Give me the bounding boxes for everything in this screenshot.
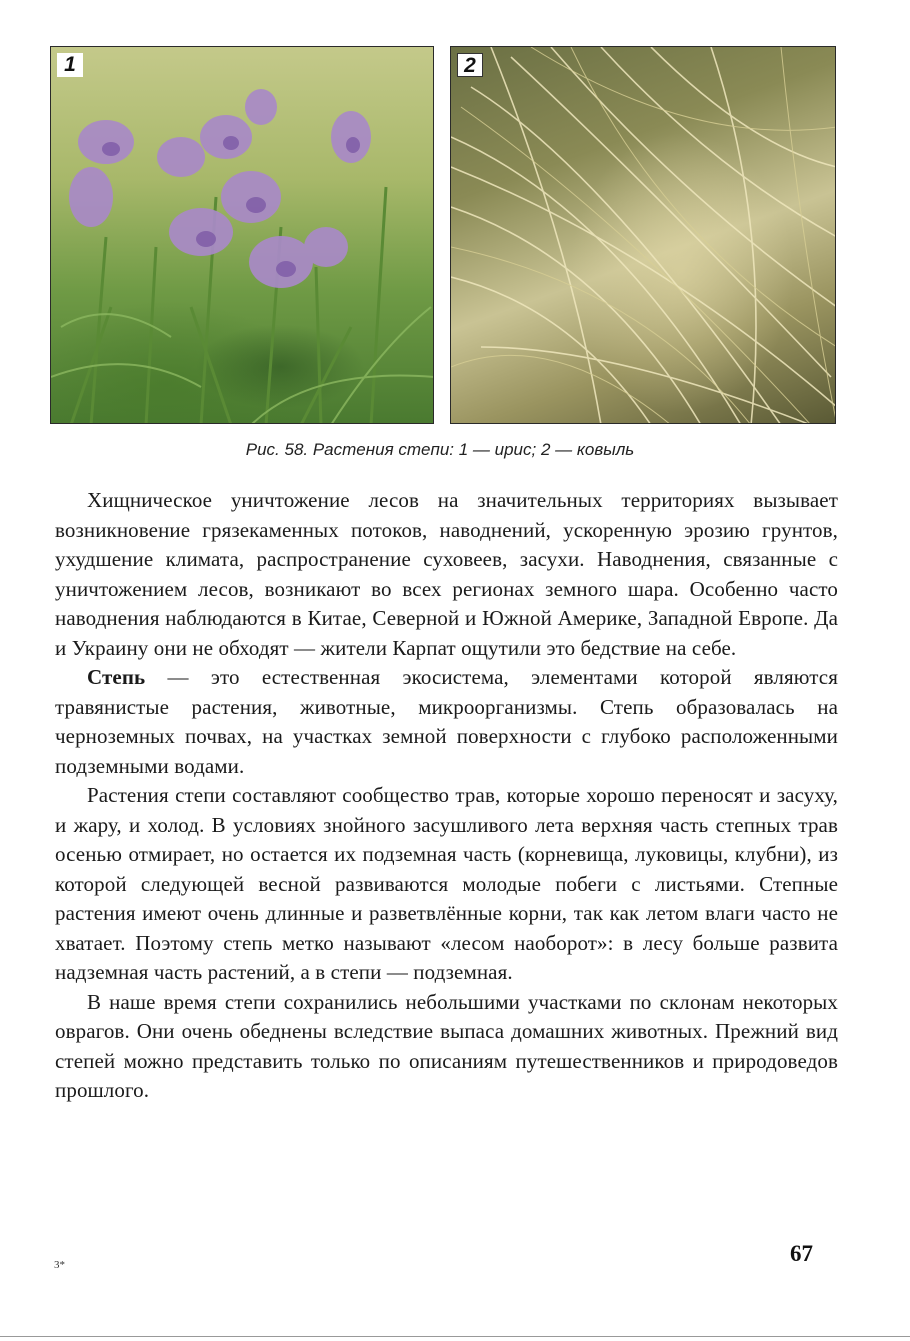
- paragraph-1-text: Хищническое уничтожение лесов на значительных территориях вызывает возникновение грязекаменных потоков, наводнений, ускоренную эрозию грунтов, ухудшение климата, распространение суховеев, засухи. Наводнения, связанные с уничтожением лесов, возникают во всех регионах земного шара. Особенно часто наводнения наблюдаются в Китае, Северной и Южной Америке, Западной Европе. Да и Украину они не обходят — жители Карпат ощутили это бедствие на себе.: [55, 488, 838, 660]
- page-number: 67: [790, 1241, 813, 1266]
- paragraph-2-term: Степь: [87, 665, 146, 689]
- paragraph-2-text: — это естественная экосистема, элементами которой являются травянистые растения, животные, микроорганизмы. Степь образовалась на черноземных почвах, на участках земной поверхности с глубоко расположенными подземными водами.: [55, 665, 838, 778]
- photo-number-1: 1: [57, 53, 83, 77]
- paragraph-3: [55, 781, 838, 988]
- bottom-divider: [0, 1336, 910, 1337]
- iris-photo: [50, 46, 434, 424]
- paragraph-2: [55, 663, 838, 781]
- paragraph-4-text: В наше время степи сохранились небольшими участками по склонам некоторых оврагов. Они очень обеднены вследствие выпаса домашних животных. Прежний вид степей можно представить только по описаниям путешественников и природоведов прошлого.: [55, 989, 838, 1102]
- photo-number-2: 2: [457, 53, 483, 77]
- paragraph-3-text: Растения степи составляют сообщество трав, которые хорошо переносят и засуху, и жару, и холод. В условиях знойного засушливого лета верхняя часть степных трав осенью отмирает, но остается их подземная часть (корневища, луковицы, клубни), из которой следующей весной развиваются молодые побеги с листьями. Степные растения имеют очень длинные и разветвлённые корни, так как летом влаги часто не хватает. Поэтому степь метко называют «лесом наоборот»: в лесу больше развита надземная часть растений, а в степи — подземная.: [55, 783, 838, 984]
- feather-grass-photo: [450, 46, 836, 424]
- signature-mark: 3*: [54, 1259, 65, 1271]
- body-text: [55, 486, 838, 1106]
- iris-illustration: [51, 47, 434, 424]
- figure-caption: Рис. 58. Растения степи: 1 — ирис; 2 — ковыль: [245, 440, 635, 459]
- paragraph-1: [55, 486, 838, 663]
- paragraph-4: [55, 988, 838, 1106]
- feather-grass-illustration: [451, 47, 836, 424]
